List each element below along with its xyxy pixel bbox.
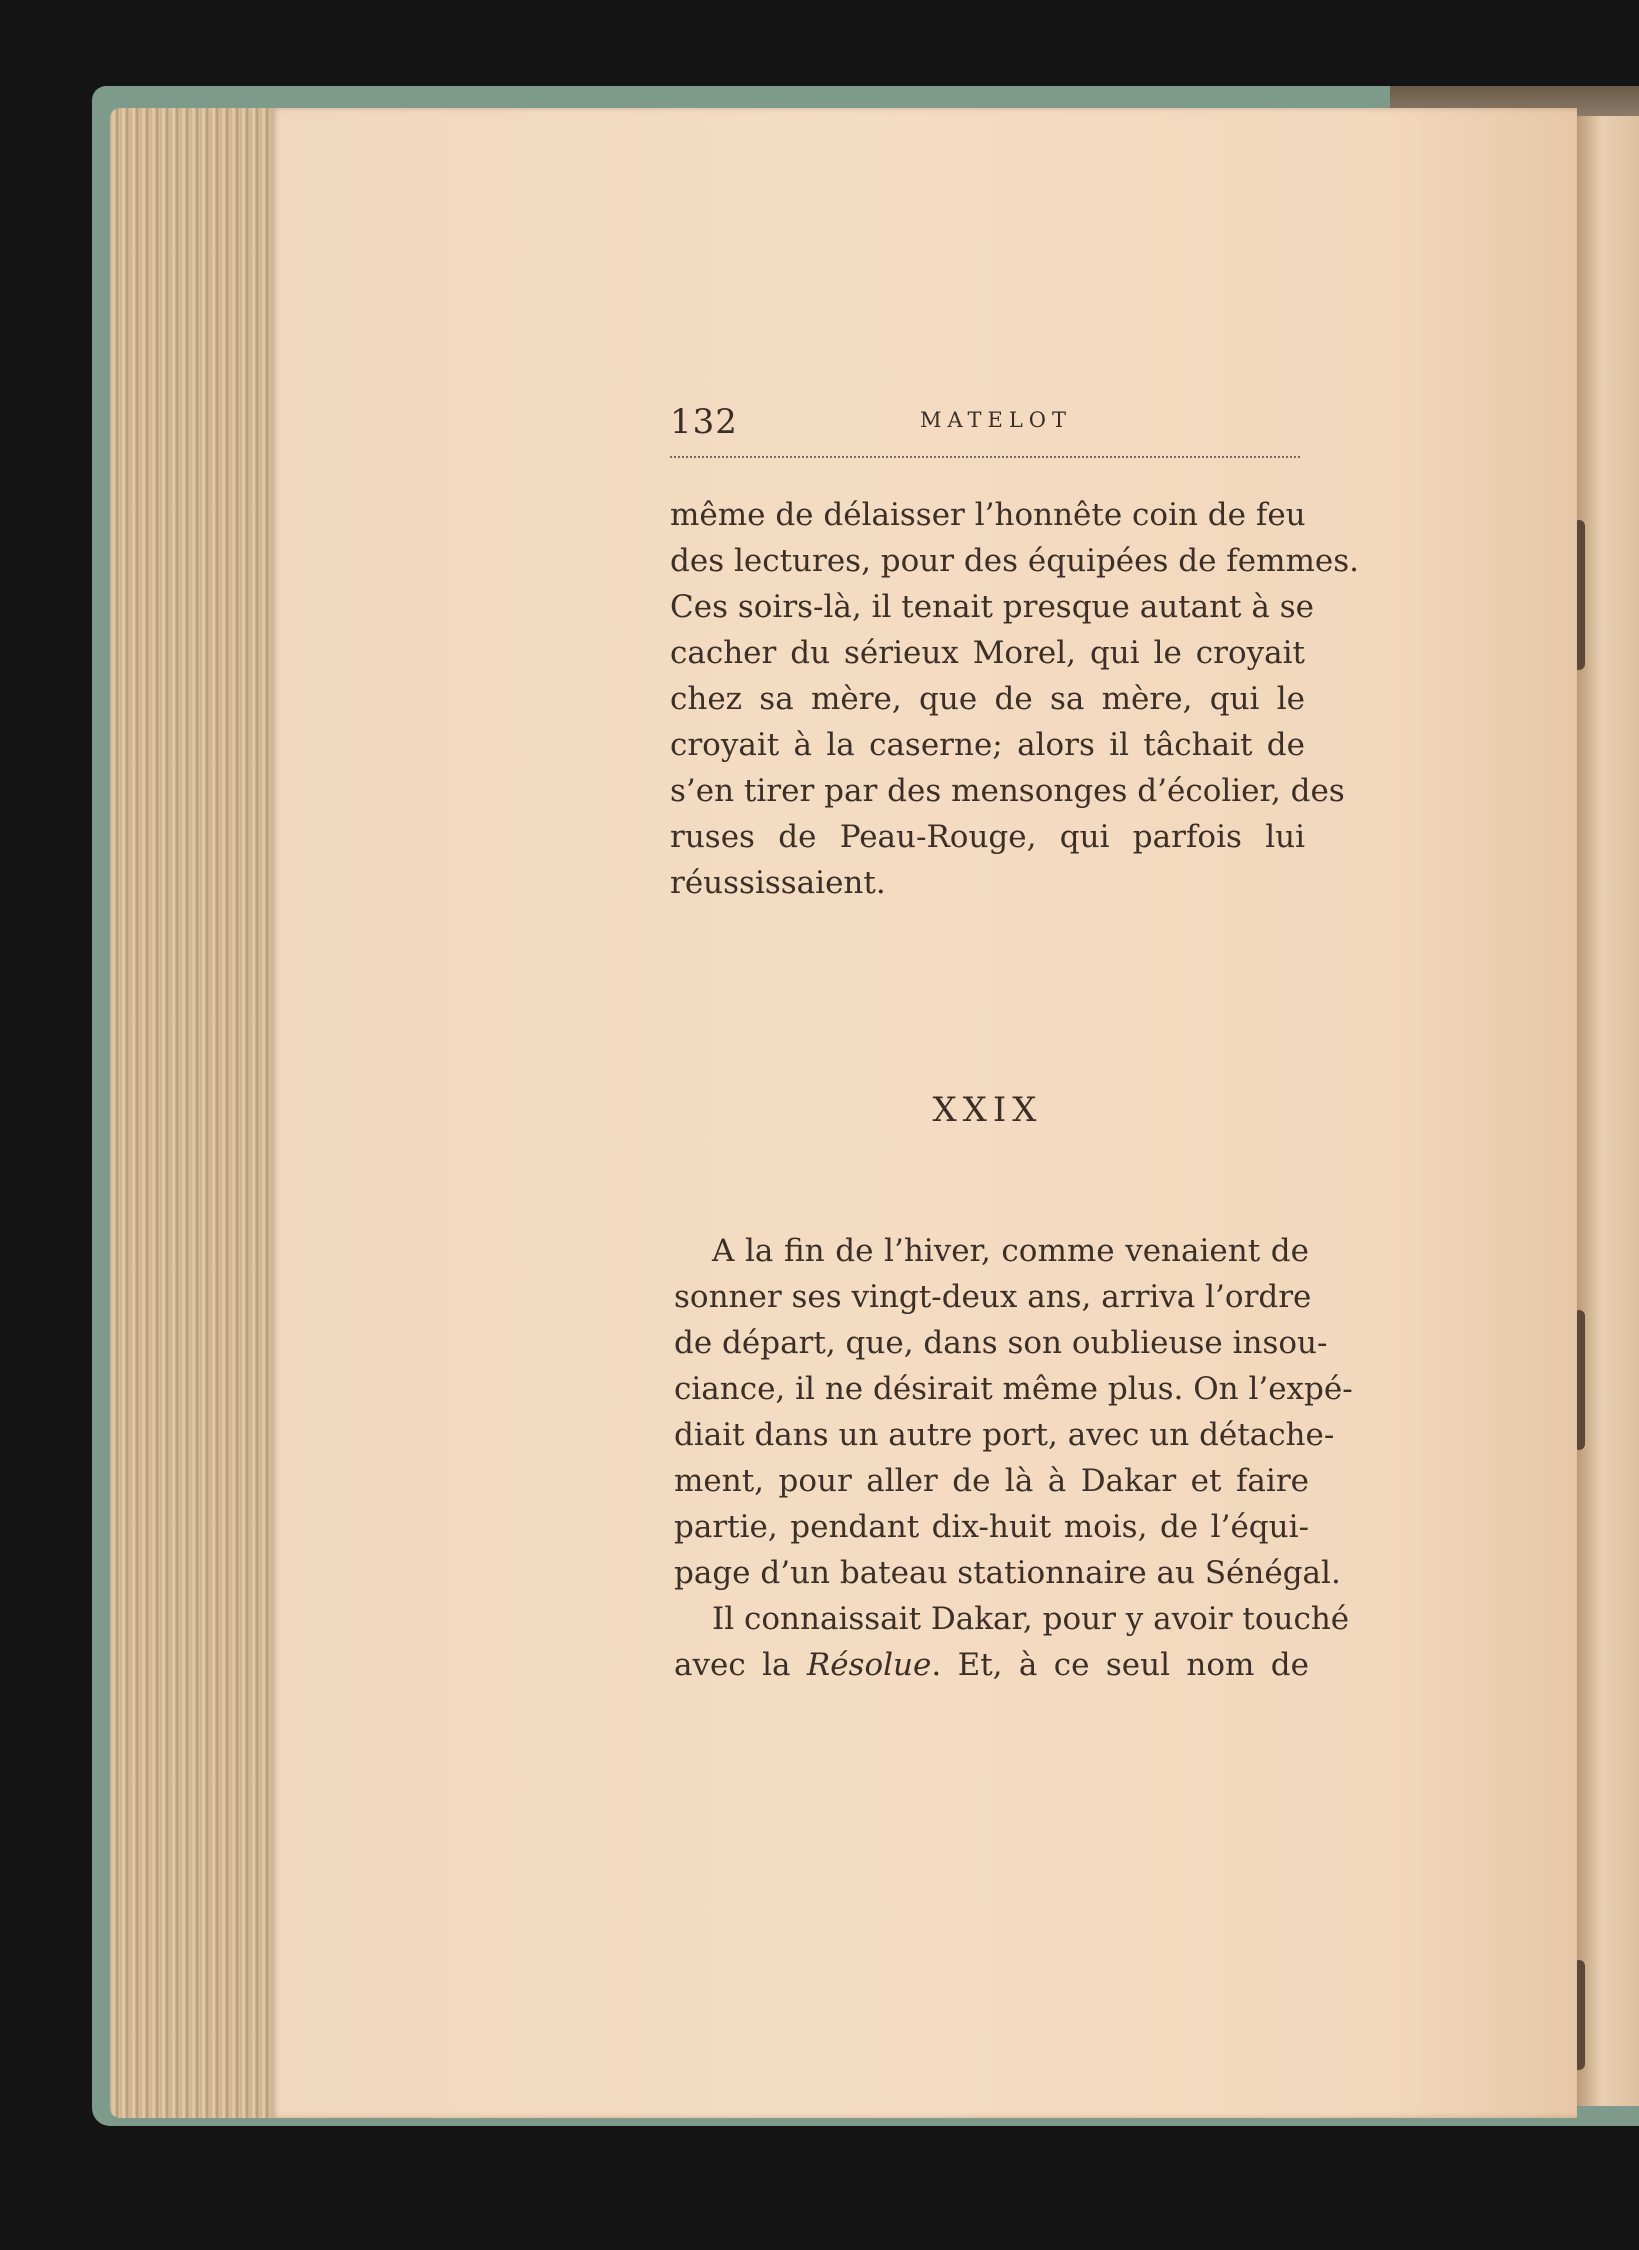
paragraph-continued <box>670 492 1360 906</box>
text-line: Ces soirs-là, il tenait presque autant à se <box>670 589 1314 625</box>
text-line: Il connaissait Dakar, pour y avoir touché <box>712 1601 1350 1637</box>
running-head <box>670 402 1300 458</box>
text-line <box>674 1642 1309 1688</box>
text-line: ciance, il ne désirait même plus. On l’expé- <box>674 1371 1353 1407</box>
text-line: A la fin de l’hiver, comme venaient de <box>712 1233 1309 1269</box>
text-line: réussissaient. <box>670 865 886 901</box>
ship-name-italic: Résolue <box>806 1647 932 1683</box>
text-fragment: avec la <box>674 1647 807 1683</box>
text-line: des lectures, pour des équipées de femmes. <box>670 543 1360 579</box>
text-line: chez sa mère, que de sa mère, qui le <box>670 681 1305 717</box>
text-fragment: . Et, à ce seul nom de <box>931 1647 1309 1683</box>
text-line: s’en tirer par des mensonges d’écolier, des <box>670 773 1345 809</box>
text-line: diait dans un autre port, avec un détache- <box>674 1417 1335 1453</box>
paragraph-chapter-start <box>674 1228 1353 1688</box>
text-line: de départ, que, dans son oublieuse insou- <box>674 1325 1328 1361</box>
text-line: page d’un bateau stationnaire au Sénégal. <box>674 1555 1341 1591</box>
text-line: ment, pour aller de là à Dakar et faire <box>674 1463 1309 1499</box>
page-number: 132 <box>670 402 738 442</box>
book-title: MATELOT <box>920 408 1073 432</box>
text-line: sonner ses vingt-deux ans, arriva l’ordre <box>674 1279 1312 1315</box>
adjacent-page-edge <box>1577 116 1639 2106</box>
text-line: croyait à la caserne; alors il tâchait de <box>670 727 1305 763</box>
text-line: ruses de Peau-Rouge, qui parfois lui <box>670 819 1305 855</box>
text-line: même de délaisser l’honnête coin de feu <box>670 497 1306 533</box>
text-line: partie, pendant dix-huit mois, de l’équi- <box>674 1509 1309 1545</box>
text-line: cacher du sérieux Morel, qui le croyait <box>670 635 1305 671</box>
chapter-heading: XXIX <box>932 1090 1043 1130</box>
header-dotted-rule <box>670 456 1300 458</box>
page-edges <box>110 108 280 2118</box>
